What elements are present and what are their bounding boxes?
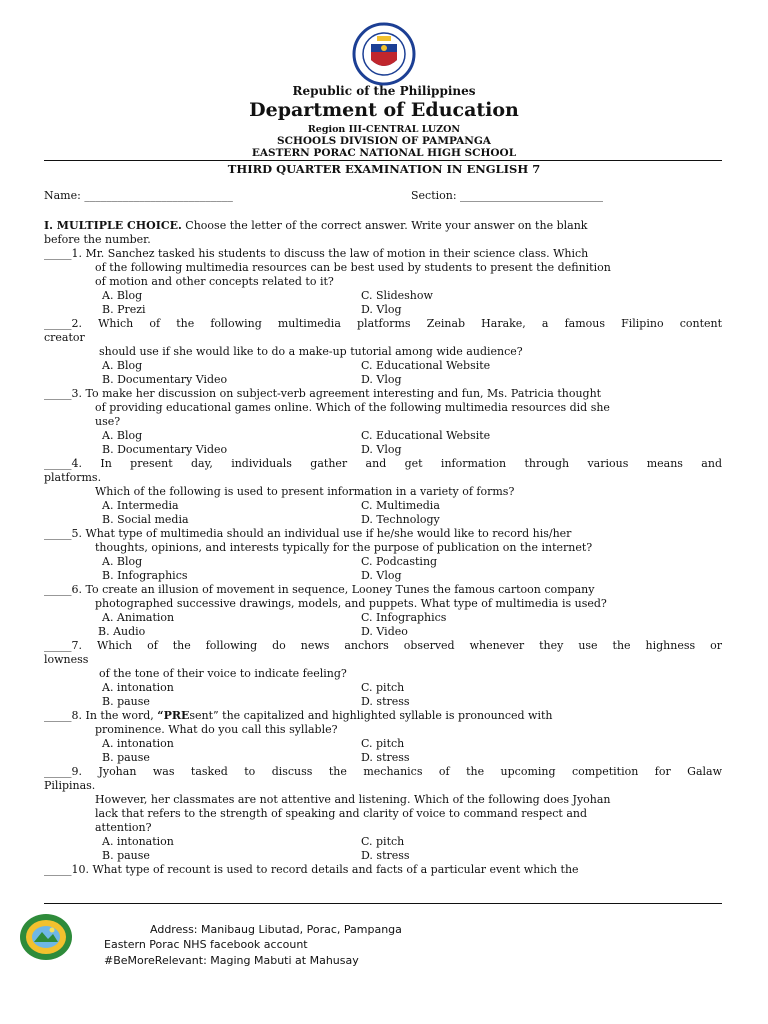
footer-address: Address: Manibaug Libutad, Porac, Pampanga: [150, 923, 402, 936]
footer-hashtag: #BeMoreRelevant: Maging Mabuti at Mahusay: [104, 954, 359, 967]
exam-title: THIRD QUARTER EXAMINATION IN ENGLISH 7: [227, 162, 541, 176]
option-a: A. intonation: [102, 737, 174, 750]
question-3-line: use?: [95, 415, 121, 428]
question-8-options: [44, 737, 722, 751]
question-3-options: [44, 443, 722, 457]
question-9-line: attention?: [95, 821, 152, 834]
option-a: A. Blog: [102, 429, 143, 442]
option-b: B. Prezi: [102, 303, 146, 316]
question-1-options: [44, 303, 722, 317]
question-2-line: creator: [44, 331, 85, 344]
question-6: _____6. To create an illusion of movement in sequence, Looney Tunes the famous cartoon company: [44, 583, 595, 596]
option-d: D. stress: [361, 751, 410, 764]
question-10: _____10. What type of recount is used to record details and facts of a particular event which the: [44, 863, 579, 876]
region-heading: Region III-CENTRAL LUZON: [307, 124, 461, 135]
question-7: _____7. Which of the following do news anchors observed whenever they use the highness or: [44, 639, 722, 652]
option-b: B. Documentary Video: [102, 373, 228, 386]
question-5-options: [44, 569, 722, 583]
question-3-line: of providing educational games online. Which of the following multimedia resources did she: [95, 401, 610, 414]
division-heading: SCHOOLS DIVISION OF PAMPANGA: [277, 135, 491, 147]
question-2-options: [44, 359, 722, 373]
option-d: D. Vlog: [361, 569, 402, 582]
question-5-options: [44, 555, 722, 569]
question-1-line: of the following multimedia resources can be best used by students to present the definition: [95, 261, 611, 274]
name-field[interactable]: Name: ___________________________: [44, 189, 233, 202]
option-c: C. Multimedia: [361, 499, 440, 512]
question-9: _____9. Jyohan was tasked to discuss the mechanics of the upcoming competition for Galaw: [44, 765, 722, 778]
option-c: C. pitch: [361, 835, 405, 848]
question-3-options: [44, 429, 722, 443]
option-c: C. Infographics: [361, 611, 447, 624]
question-6-options: [44, 625, 722, 639]
option-b: B. pause: [102, 751, 150, 764]
question-3: _____3. To make her discussion on subject-verb agreement interesting and fun, Ms. Patricia thought: [44, 387, 602, 400]
question-5-line: thoughts, opinions, and interests typically for the purpose of publication on the internet?: [95, 541, 593, 554]
option-a: A. Blog: [102, 555, 143, 568]
question-2-line: should use if she would like to do a make-up tutorial among wide audience?: [99, 345, 523, 358]
footer-facebook: Eastern Porac NHS facebook account: [104, 938, 308, 951]
option-b: B. Social media: [102, 513, 189, 526]
question-8-line: prominence. What do you call this syllable?: [95, 723, 338, 736]
question-7-options: [44, 681, 722, 695]
question-6-options: [44, 611, 722, 625]
question-8-highlight: “PRE: [157, 709, 190, 722]
option-d: D. Vlog: [361, 303, 402, 316]
instructions-text: Choose the letter of the correct answer. Write your answer on the blank: [181, 219, 588, 232]
question-8-text: sent” the capitalized and highlighted syllable is pronounced with: [189, 709, 553, 722]
header-divider: [44, 160, 722, 161]
option-c: C. Podcasting: [361, 555, 438, 568]
question-8-options: [44, 751, 722, 765]
question-9-line: However, her classmates are not attentive and listening. Which of the following does Jyohan: [95, 793, 611, 806]
option-a: A. Animation: [102, 611, 175, 624]
option-b: B. Documentary Video: [102, 443, 228, 456]
question-1-line: of motion and other concepts related to it?: [95, 275, 334, 288]
question-7-line: lowness: [44, 653, 89, 666]
question-9-options: [44, 835, 722, 849]
question-1: _____1. Mr. Sanchez tasked his students to discuss the law of motion in their science class. Which: [44, 247, 589, 260]
question-4-options: [44, 513, 722, 527]
option-b: B. Infographics: [102, 569, 188, 582]
option-c: C. pitch: [361, 681, 405, 694]
question-7-line: of the tone of their voice to indicate feeling?: [99, 667, 347, 680]
question-9-options: [44, 849, 722, 863]
option-b: B. pause: [102, 695, 150, 708]
option-a: A. intonation: [102, 681, 174, 694]
question-9-line: lack that refers to the strength of speaking and clarity of voice to command respect and: [95, 807, 588, 820]
option-c: C. Slideshow: [361, 289, 433, 302]
question-4: _____4. In present day, individuals gather and get information through various means and: [44, 457, 722, 470]
option-d: D. Technology: [361, 513, 440, 526]
option-c: C. pitch: [361, 737, 405, 750]
question-8-text: _____8. In the word,: [44, 709, 158, 722]
republic-heading: Republic of the Philippines: [292, 84, 476, 98]
option-d: D. Vlog: [361, 373, 402, 386]
option-b: B. Audio: [98, 625, 146, 638]
question-5: _____5. What type of multimedia should an individual use if he/she would like to record his/her: [44, 527, 572, 540]
option-b: B. pause: [102, 849, 150, 862]
question-7-options: [44, 695, 722, 709]
option-a: A. Intermedia: [102, 499, 179, 512]
question-4-options: [44, 499, 722, 513]
question-2: _____2. Which of the following multimedia platforms Zeinab Harake, a famous Filipino content: [44, 317, 722, 330]
question-6-line: photographed successive drawings, models, and puppets. What type of multimedia is used?: [95, 597, 607, 610]
question-4-line: Which of the following is used to present information in a variety of forms?: [95, 485, 515, 498]
option-d: D. Vlog: [361, 443, 402, 456]
option-a: A. Blog: [102, 359, 143, 372]
option-a: A. Blog: [102, 289, 143, 302]
instructions-title: I. MULTIPLE CHOICE.: [44, 219, 182, 232]
option-d: D. Video: [361, 625, 408, 638]
instructions-text-2: before the number.: [44, 233, 151, 246]
option-d: D. stress: [361, 849, 410, 862]
question-2-options: [44, 373, 722, 387]
option-c: C. Educational Website: [361, 359, 491, 372]
option-a: A. intonation: [102, 835, 174, 848]
instructions: [44, 219, 722, 233]
deped-seal-logo: [349, 22, 419, 86]
question-1-options: [44, 289, 722, 303]
section-field[interactable]: Section: __________________________: [411, 189, 604, 202]
department-heading: Department of Education: [249, 99, 519, 121]
question-8: [44, 709, 722, 723]
question-area: [44, 219, 722, 877]
question-9-line: Pilipinas.: [44, 779, 96, 792]
school-heading: EASTERN PORAC NATIONAL HIGH SCHOOL: [251, 147, 517, 159]
footer-divider: [44, 903, 722, 904]
option-d: D. stress: [361, 695, 410, 708]
school-logo: [18, 912, 74, 962]
option-c: C. Educational Website: [361, 429, 491, 442]
question-4-line: platforms.: [44, 471, 102, 484]
